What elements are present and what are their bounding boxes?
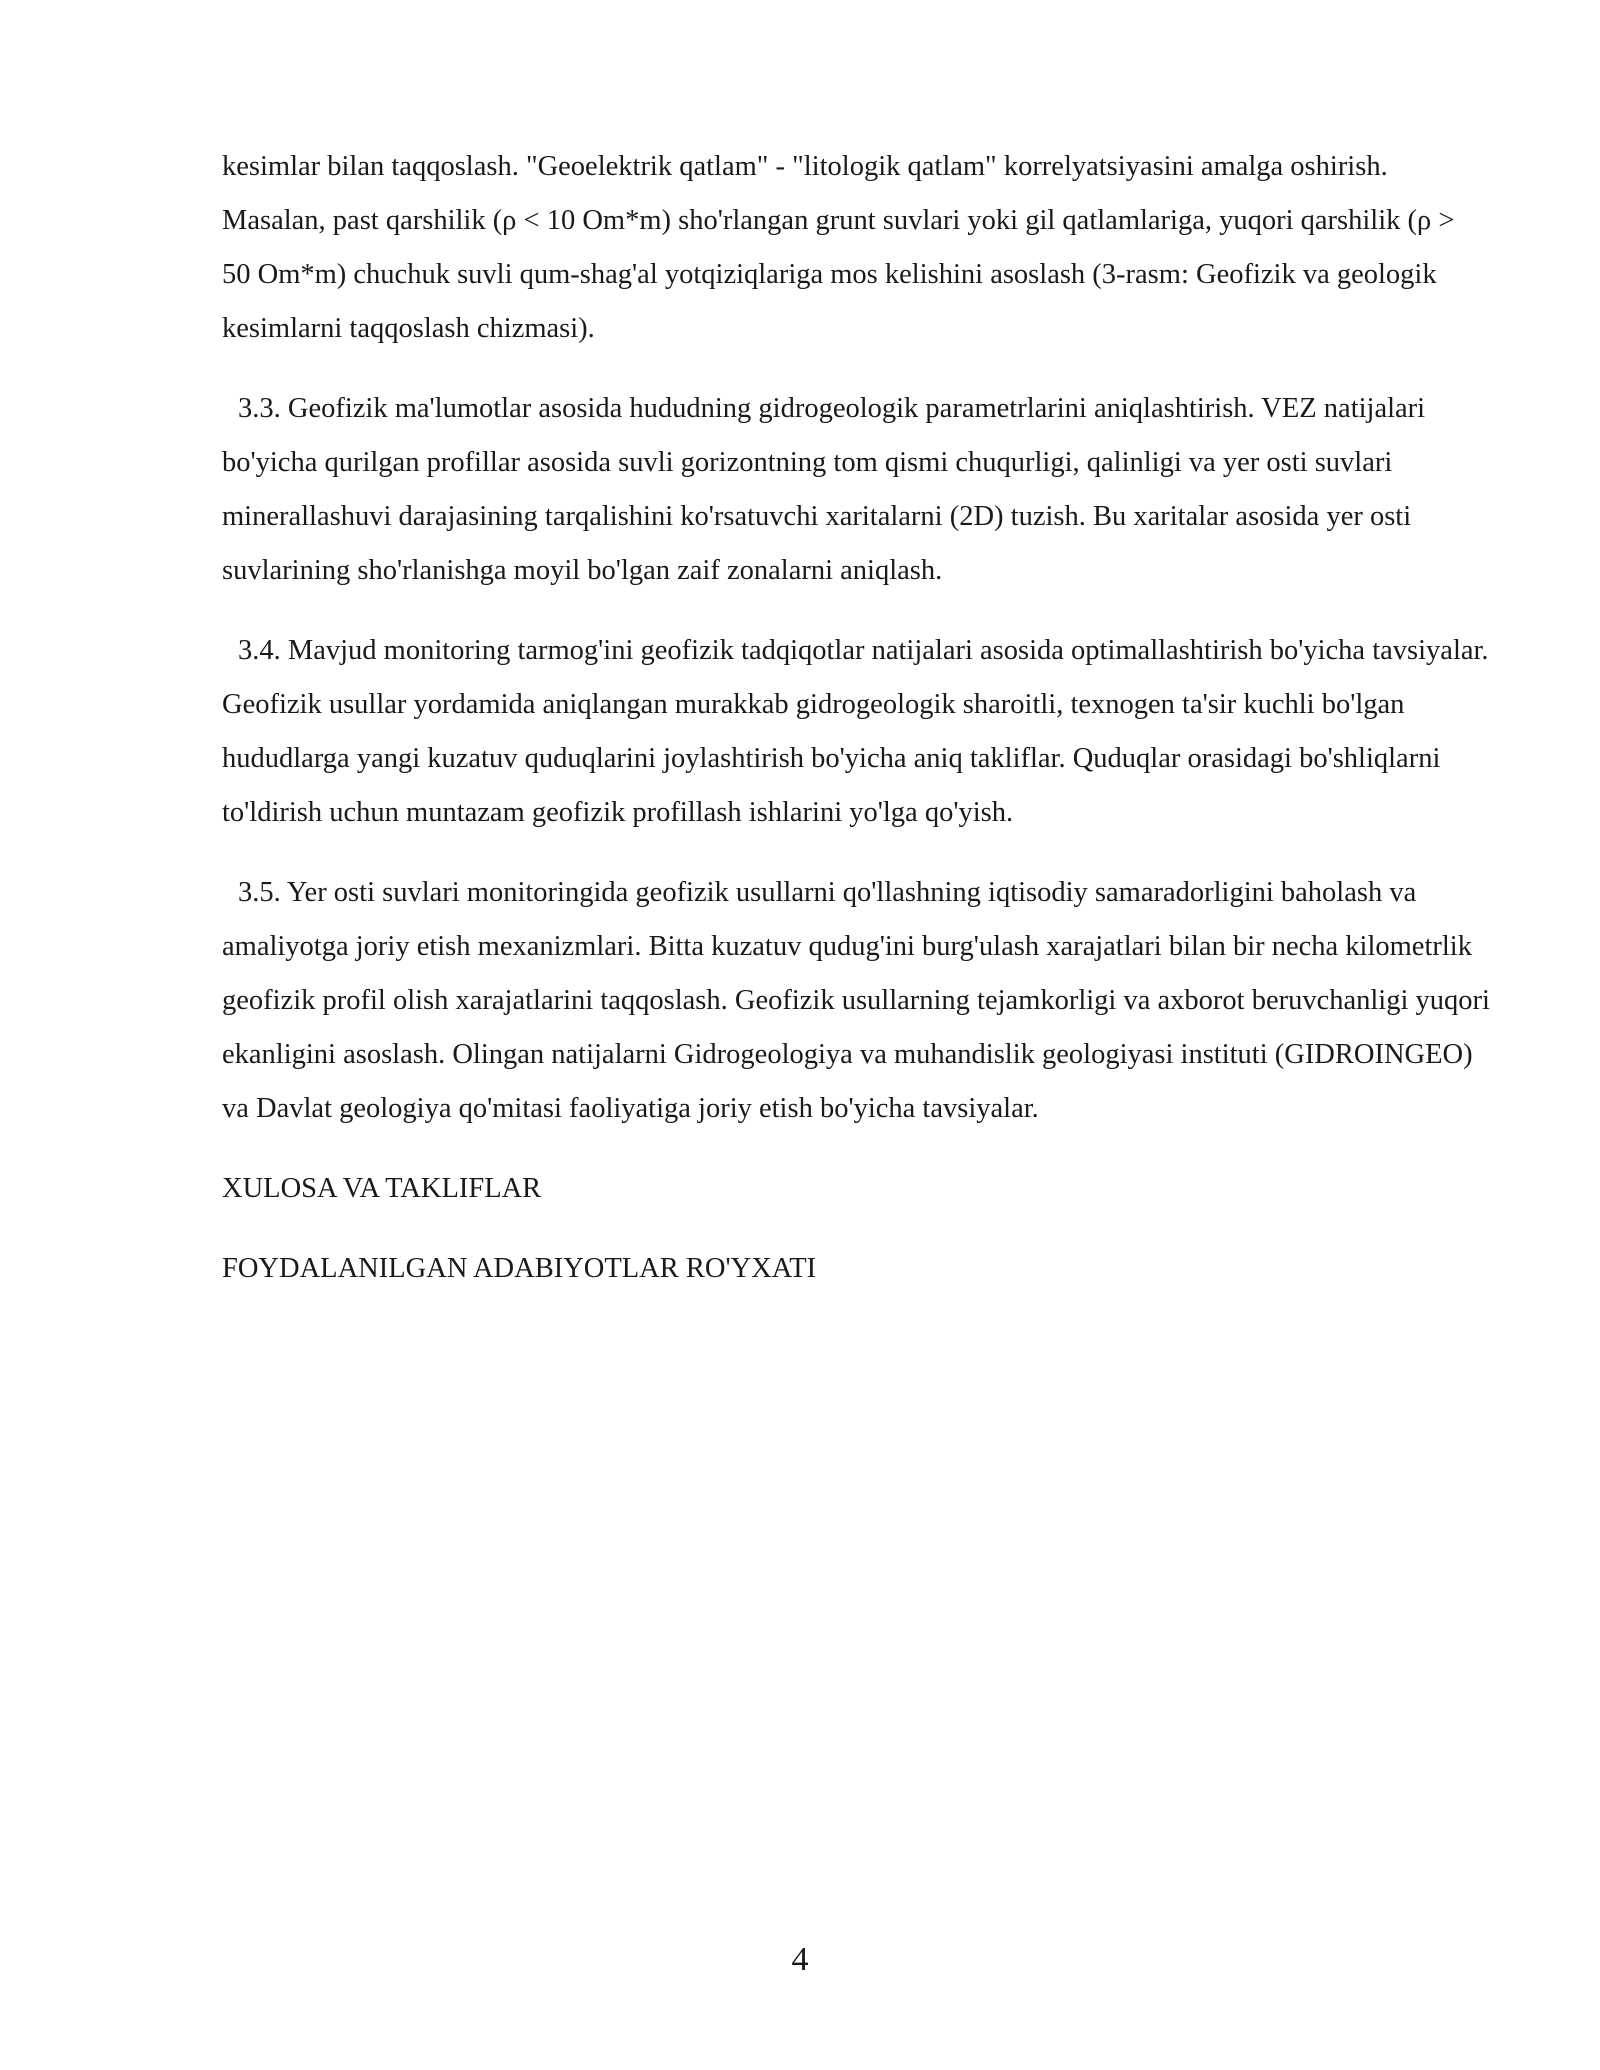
- paragraph-section-3-5: 3.5. Yer osti suvlari monitoringida geofizik usullarni qo'llashning iqtisodiy samaradorligini baholash va amaliyotga joriy etish mexanizmlari. Bitta kuzatuv qudug'ini burg'ulash xarajatlari bilan bir necha kilometrlik geofizik profil olish xarajatlarini taqqoslash. Geofizik usullarning tejamkorligi va axborot beruvchanligi yuqori ekanligini asoslash. Olingan natijalarni Gidrogeologiya va muhandislik geologiyasi instituti (GIDROINGEO) va Davlat geologiya qo'mitasi faoliyatiga joriy etish bo'yicha tavsiyalar.: [222, 877, 1490, 1124]
- paragraph-section-3-3: 3.3. Geofizik ma'lumotlar asosida hududning gidrogeologik parametrlarini aniqlashtirish. VEZ natijalari bo'yicha qurilgan profillar asosida suvli gorizontning tom qismi chuqurligi, qalinligi va yer osti suvlari minerallashuvi darajasining tarqalishini ko'rsatuvchi xaritalarni (2D) tuzish. Bu xaritalar asosida yer osti suvlarining sho'rlanishga moyil bo'lgan zaif zonalarni aniqlash.: [222, 393, 1426, 586]
- heading-conclusions: XULOSA VA TAKLIFLAR: [222, 1173, 542, 1204]
- page-content: [222, 140, 1490, 1322]
- page-number: 4: [791, 1941, 809, 1978]
- heading-references: FOYDALANILGAN ADABIYOTLAR RO'YXATI: [222, 1253, 817, 1284]
- paragraph-section-3-4: 3.4. Mavjud monitoring tarmog'ini geofizik tadqiqotlar natijalari asosida optimallashtirish bo'yicha tavsiyalar. Geofizik usullar yordamida aniqlangan murakkab gidrogeologik sharoitli, texnogen ta'sir kuchli bo'lgan hududlarga yangi kuzatuv quduqlarini joylashtirish bo'yicha aniq takliflar. Quduqlar orasidagi bo'shliqlarni to'ldirish uchun muntazam geofizik profillash ishlarini yo'lga qo'yish.: [222, 635, 1489, 828]
- paragraph-continuation: kesimlar bilan taqqoslash. "Geoelektrik qatlam" - "litologik qatlam" korrelyatsiyasini amalga oshirish. Masalan, past qarshilik (ρ < 10 Om*m) sho'rlangan grunt suvlari yoki gil qatlamlariga, yuqori qarshilik (ρ > 50 Om*m) chuchuk suvli qum-shag'al yotqiziqlariga mos kelishini asoslash (3-rasm: Geofizik va geologik kesimlarni taqqoslash chizmasi).: [222, 151, 1455, 344]
